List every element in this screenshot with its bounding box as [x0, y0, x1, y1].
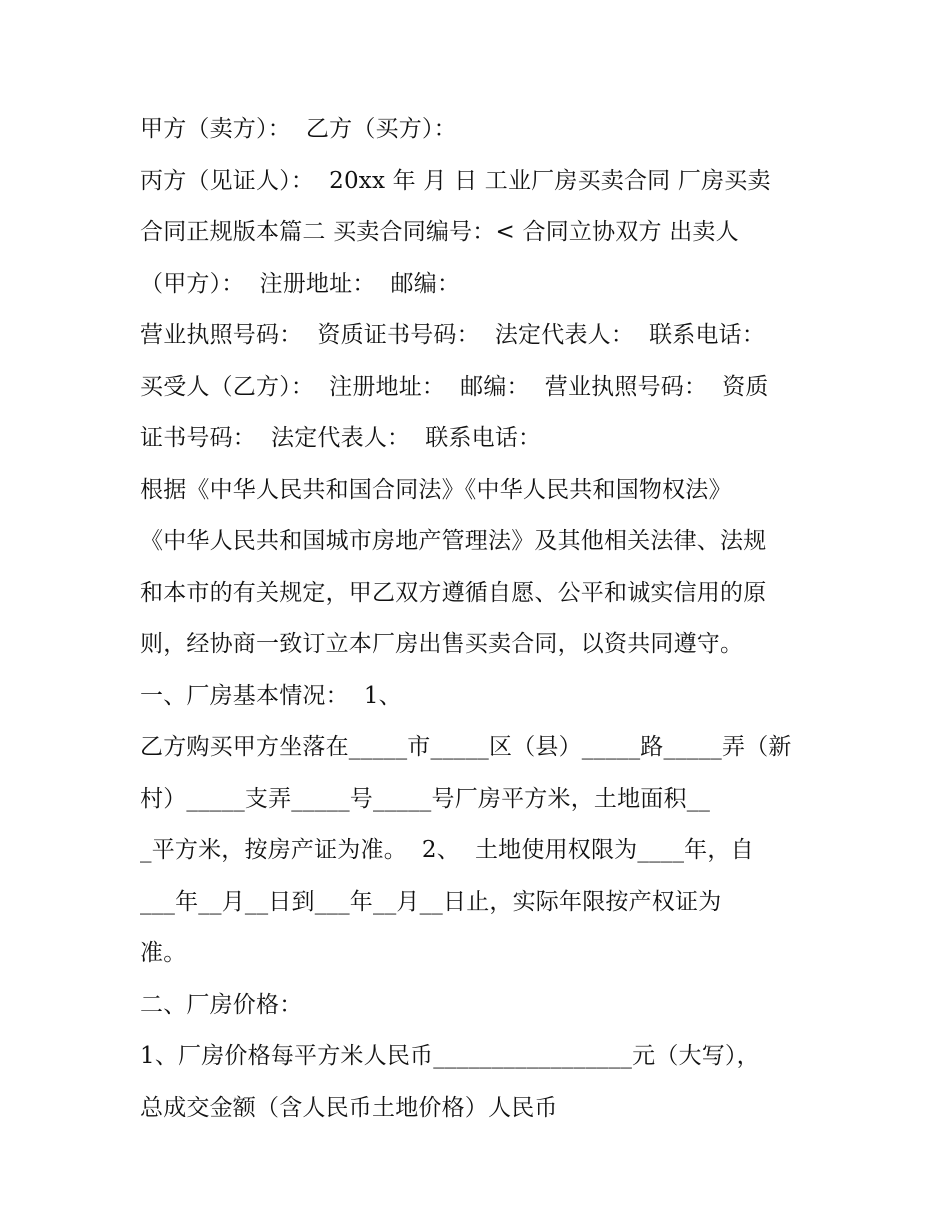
text-line: 总成交金额（含人民币土地价格）人民币	[140, 1094, 558, 1121]
section-heading: 一、厂房基本情况： 1、	[140, 682, 402, 709]
text-line: 证书号码： 法定代表人： 联系电话：	[140, 425, 542, 451]
text-line: 丙方（见证人）： 20xx 年 月 日 工业厂房买卖合同 厂房买卖	[140, 167, 771, 194]
text-line: 准。	[140, 940, 187, 966]
text-line: 村）_____支弄_____号_____号厂房平方米，土地面积__	[140, 785, 711, 812]
text-line: 买受人（乙方）： 注册地址： 邮编： 营业执照号码： 资质	[140, 373, 769, 400]
text-line: 根据《中华人民共和国合同法》《中华人民共和国物权法》	[140, 476, 732, 503]
text-line: 《中华人民共和国城市房地产管理法》及其他相关法律、法规	[140, 528, 767, 554]
text-line: 1、厂房价格每平方米人民币_________________元（大写），	[140, 1043, 760, 1069]
text-line: 营业执照号码： 资质证书号码： 法定代表人： 联系电话：	[140, 322, 766, 348]
text-line: 和本市的有关规定，甲乙双方遵循自愿、公平和诚实信用的原	[140, 579, 767, 606]
text-line: 乙方购买甲方坐落在_____市_____区（县）_____路_____弄（新	[140, 734, 792, 760]
section-heading: 二、厂房价格：	[140, 991, 303, 1018]
text-line: （甲方）： 注册地址： 邮编：	[140, 270, 461, 297]
document-body	[140, 104, 820, 1134]
text-line: ___年__月__日到___年__月__日止，实际年限按产权证为	[140, 888, 722, 915]
text-line: 合同正规版本篇二 买卖合同编号：< 合同立协双方 出卖人	[140, 219, 739, 245]
text-line: 则，经协商一致订立本厂房出售买卖合同，以资共同遵守。	[140, 631, 744, 657]
text-line: 甲方（卖方）： 乙方（买方）：	[140, 116, 457, 142]
text-line: _平方米，按房产证为准。 2、 土地使用权限为____年，自	[140, 837, 754, 863]
